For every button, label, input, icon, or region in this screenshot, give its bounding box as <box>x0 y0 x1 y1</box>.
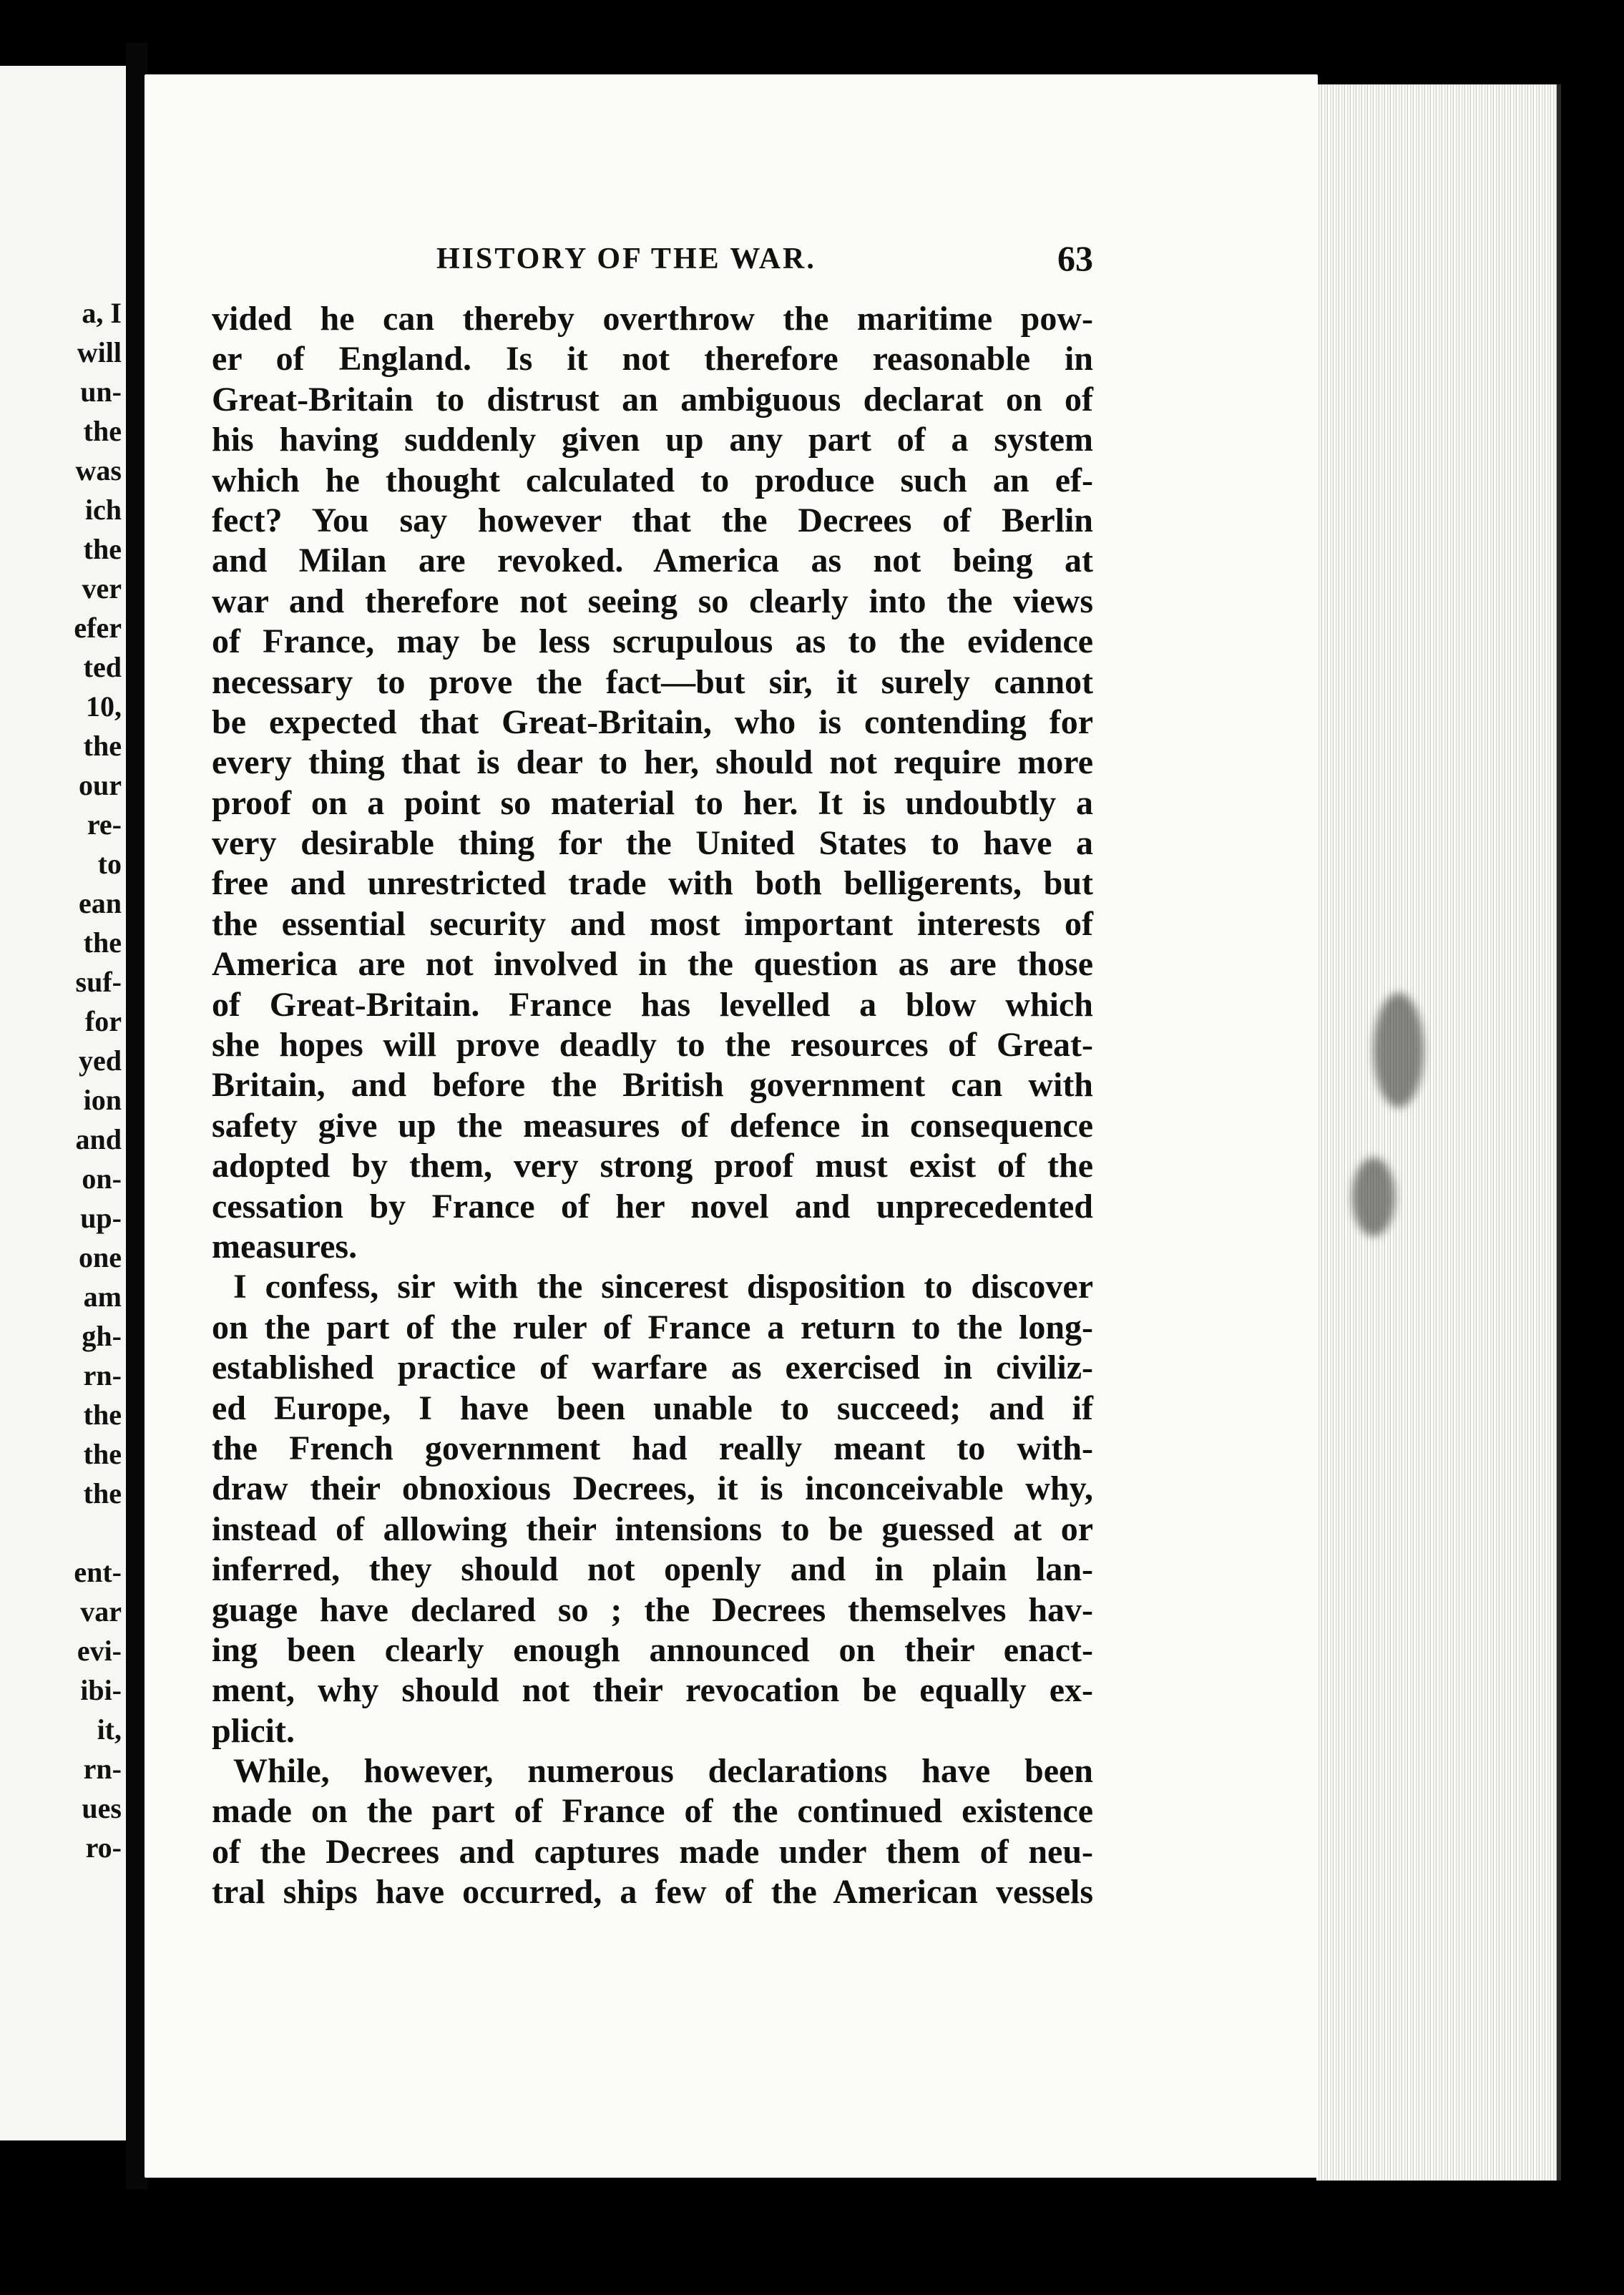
left-fragment-line: ibi- <box>80 1674 122 1706</box>
text-line: draw their obnoxious Decrees, it is inconceivable why, <box>212 1469 1093 1508</box>
left-fragment-line: one <box>79 1241 122 1273</box>
left-fragment-line: gh- <box>82 1320 122 1352</box>
left-fragment-line: ted <box>83 651 122 683</box>
left-fragment-line: for <box>84 1005 122 1037</box>
edge-stain <box>1352 1158 1395 1236</box>
text-line: America are not involved in the question as are those <box>212 945 1093 984</box>
left-fragment-line: suf- <box>75 966 122 998</box>
left-fragment-line <box>74 1513 122 1552</box>
text-line: the essential security and most important interests of <box>212 904 1093 943</box>
left-fragment-line: ich <box>84 494 122 526</box>
text-line: of the Decrees and captures made under them of neu- <box>212 1832 1093 1871</box>
left-fragment-line: it, <box>97 1713 122 1746</box>
text-line: free and unrestricted trade with both belligerents, but <box>212 864 1093 903</box>
text-line: of France, may be less scrupulous as to the evidence <box>212 622 1093 661</box>
left-page <box>0 66 126 2140</box>
text-line: and Milan are revoked. America as not being at <box>212 542 1093 580</box>
left-fragment-line: the <box>83 533 122 565</box>
text-line: the French government had really meant to with- <box>212 1429 1093 1467</box>
page-number: 63 <box>1057 238 1093 278</box>
text-line: adopted by them, very strong proof must exist of the <box>212 1147 1093 1185</box>
left-fragment-line: ues <box>82 1792 122 1824</box>
left-fragment-line: the <box>83 1438 122 1470</box>
left-fragment-line: un- <box>80 376 122 408</box>
text-line: every thing that is dear to her, should not require more <box>212 743 1093 782</box>
left-fragment-line: to <box>97 848 122 880</box>
left-fragment-line: ean <box>79 887 122 919</box>
left-fragment-line: our <box>79 769 122 801</box>
text-line: ment, why should not their revocation be equally ex- <box>212 1671 1093 1710</box>
left-fragment-line: yed <box>79 1044 122 1077</box>
text-line: measures. <box>212 1227 358 1266</box>
text-line: ing been clearly enough announced on their enact- <box>212 1630 1093 1669</box>
text-line: safety give up the measures of defence in consequence <box>212 1106 1093 1145</box>
edge-stain <box>1374 993 1424 1107</box>
left-fragment-line: re- <box>87 808 122 841</box>
text-line: on the part of the ruler of France a return to the long- <box>212 1308 1093 1346</box>
text-line: his having suddenly given up any part of a system <box>212 421 1093 459</box>
text-line: necessary to prove the fact—but sir, it surely cannot <box>212 662 1093 701</box>
left-fragment-line: a, I <box>82 297 122 329</box>
text-line: instead of allowing their intensions to be guessed at or <box>212 1509 1093 1548</box>
left-fragment-line: and <box>75 1123 122 1155</box>
text-line: ed Europe, I have been unable to succeed; and if <box>212 1389 1093 1427</box>
text-line: I confess, sir with the sincerest disposition to discover <box>233 1268 1093 1306</box>
text-line: While, however, numerous declarations have been <box>233 1752 1093 1791</box>
left-fragment-line: rn- <box>83 1359 122 1391</box>
text-line: Great-Britain to distrust an ambiguous declarat on of <box>212 380 1093 419</box>
text-line: inferred, they should not openly and in plain lan- <box>212 1550 1093 1589</box>
text-line: she hopes will prove deadly to the resources of Great- <box>212 1026 1093 1065</box>
left-fragment-line: 10, <box>86 690 122 723</box>
text-line: cessation by France of her novel and unprecedented <box>212 1187 1093 1225</box>
text-line: made on the part of France of the continued existence <box>212 1792 1093 1831</box>
text-line: proof on a point so material to her. It is undoubtly a <box>212 783 1093 822</box>
left-fragment-line: the <box>83 926 122 959</box>
left-fragment-line: will <box>77 336 122 368</box>
text-line: Britain, and before the British government can with <box>212 1066 1093 1105</box>
left-fragment-line: ro- <box>85 1831 122 1864</box>
text-line: tral ships have occurred, a few of the American vessels <box>212 1873 1093 1912</box>
running-head <box>213 238 1093 285</box>
left-fragment-line: evi- <box>77 1635 122 1667</box>
left-fragment-line: ion <box>83 1084 122 1116</box>
left-fragment-line: the <box>83 415 122 447</box>
left-fragment-line: up- <box>80 1202 122 1234</box>
left-fragment-line: was <box>75 454 122 486</box>
text-line: fect? You say however that the Decrees of Berlin <box>212 501 1093 539</box>
left-fragment-line: the <box>83 1477 122 1509</box>
body-text <box>212 299 1093 1913</box>
left-fragment-line: am <box>83 1281 122 1313</box>
left-fragment-line: rn- <box>83 1753 122 1785</box>
left-page-text-fragments <box>74 293 122 1867</box>
left-fragment-line: efer <box>74 612 122 644</box>
left-fragment-line: the <box>83 730 122 762</box>
page-edges <box>1316 84 1561 2181</box>
text-line: which he thought calculated to produce such an ef- <box>212 461 1093 499</box>
text-line: war and therefore not seeing so clearly into the views <box>212 582 1093 620</box>
left-fragment-line: the <box>83 1399 122 1431</box>
running-title: HISTORY OF THE WAR. <box>436 243 816 275</box>
left-fragment-line: on- <box>82 1163 122 1195</box>
text-line: plicit. <box>212 1711 295 1750</box>
left-fragment-line: ver <box>82 572 122 605</box>
text-line: established practice of warfare as exercised in civiliz- <box>212 1349 1093 1387</box>
text-line: very desirable thing for the United States to have a <box>212 824 1093 863</box>
text-line: vided he can thereby overthrow the maritime pow- <box>212 300 1093 338</box>
text-line: guage have declared so ; the Decrees themselves hav- <box>212 1590 1093 1629</box>
text-line: be expected that Great-Britain, who is contending for <box>212 703 1093 741</box>
text-line: er of England. Is it not therefore reasonable in <box>212 340 1093 378</box>
left-fragment-line: var <box>80 1595 122 1628</box>
text-line: of Great-Britain. France has levelled a blow which <box>212 985 1093 1024</box>
left-fragment-line: ent- <box>74 1556 122 1588</box>
